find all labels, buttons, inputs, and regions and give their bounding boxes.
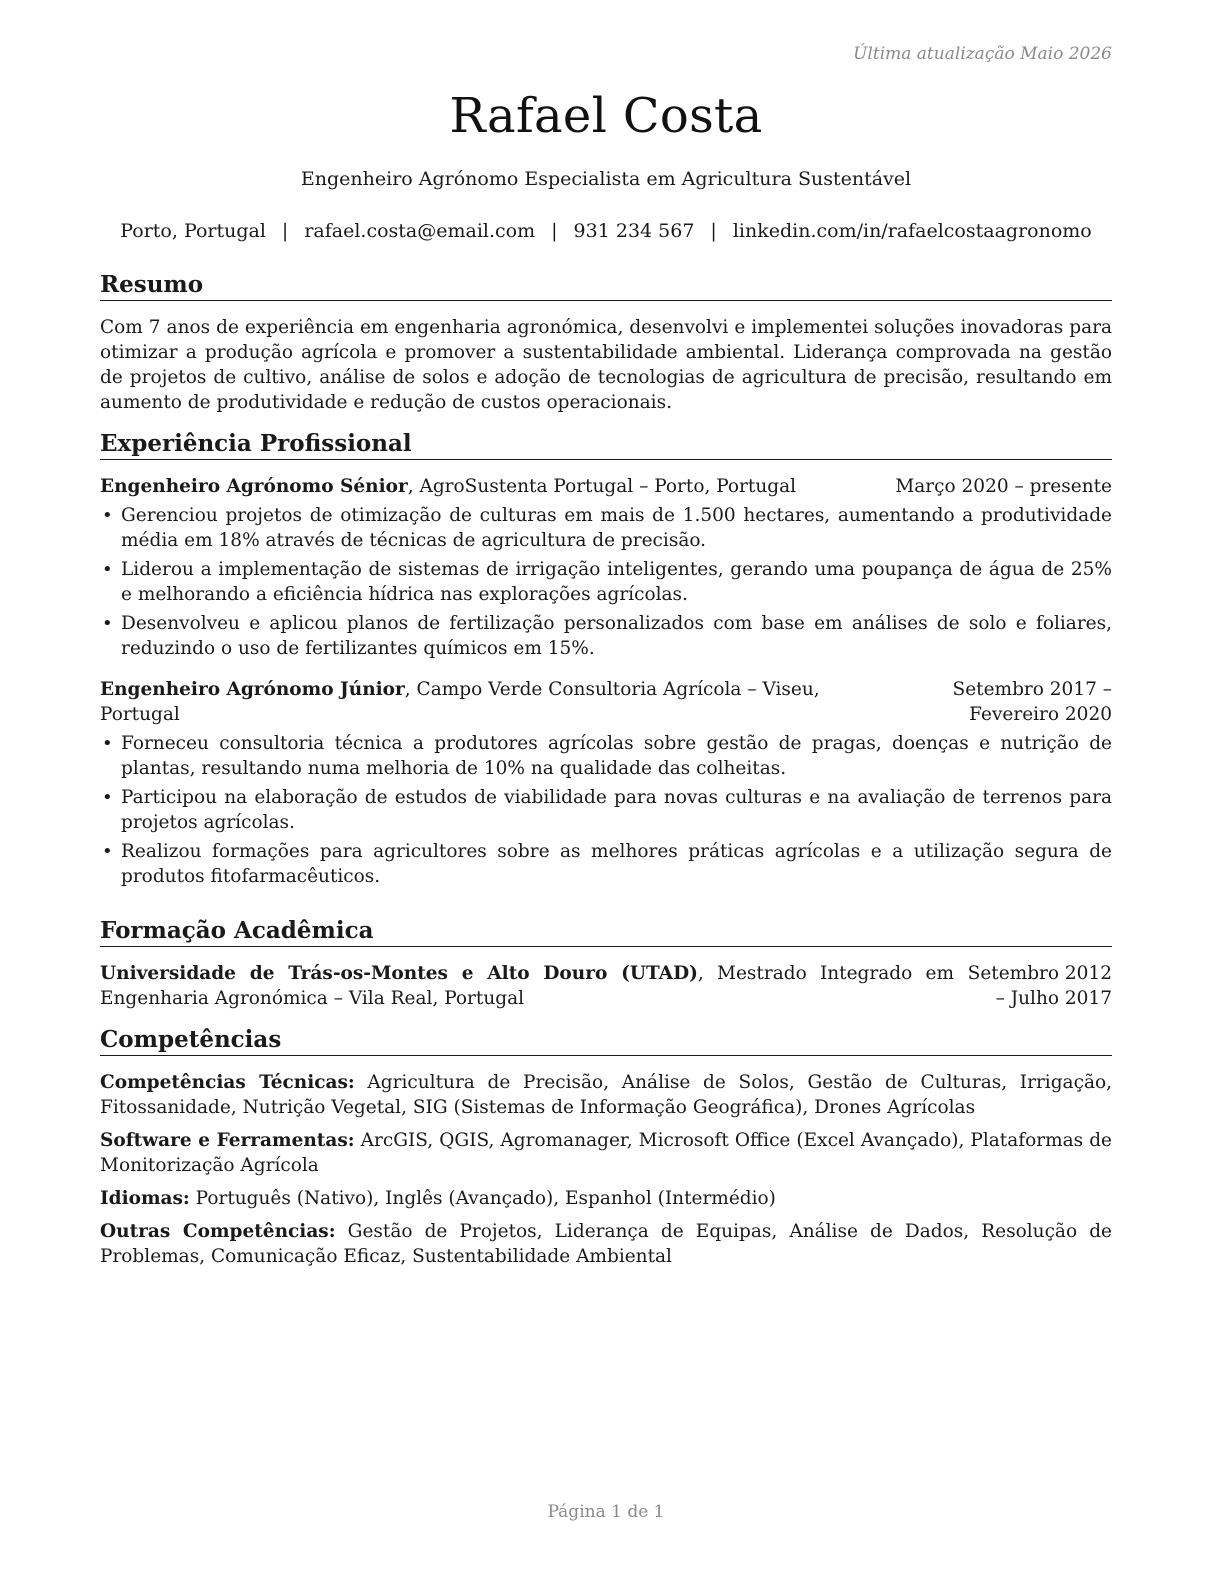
resume-page bbox=[100, 0, 1112, 1584]
skill-value: Português (Nativo), Inglês (Avançado), Espanhol (Intermédio) bbox=[189, 1188, 776, 1209]
job-bullet: • Participou na elaboração de estudos de viabilidade para novas culturas e na avaliação de terrenos para projetos agrícolas. bbox=[100, 785, 1112, 835]
skill-line bbox=[100, 1219, 1112, 1269]
page-number: Página 1 de 1 bbox=[547, 1502, 665, 1522]
job-bullet: • Realizou formações para agricultores sobre as melhores práticas agrícolas e a utilização segura de produtos fitofarmacêuticos. bbox=[100, 839, 1112, 889]
section-title: Formação Acadêmica bbox=[100, 918, 1112, 947]
job-role: Engenheiro Agrónomo Júnior bbox=[100, 679, 405, 700]
summary-section bbox=[100, 272, 1112, 415]
contact-phone: 931 234 567 bbox=[573, 220, 695, 242]
education-dates: Setembro 2012 – Julho 2017 bbox=[967, 963, 1112, 1009]
skill-line bbox=[100, 1070, 1112, 1120]
experience-section bbox=[100, 431, 1112, 893]
skill-label: Idiomas: bbox=[100, 1188, 190, 1209]
education-title-line bbox=[100, 961, 954, 1011]
contact-separator: | bbox=[710, 220, 717, 242]
job-bullet: • Gerenciou projetos de otimização de culturas em mais de 1.500 hectares, aumentando a produtividade média em 18% através de técnicas de agricultura de precisão. bbox=[100, 503, 1112, 553]
skill-label: Outras Competências: bbox=[100, 1221, 336, 1242]
job-bullets bbox=[100, 503, 1112, 661]
last-updated: Última atualização Maio 2026 bbox=[853, 44, 1112, 64]
education-details: , Mestrado Integrado em Engenharia Agronómica – Vila Real, Portugal bbox=[100, 963, 954, 1009]
job-bullets bbox=[100, 731, 1112, 889]
job-company: , AgroSustenta Portugal – Porto, Portugal bbox=[407, 476, 797, 497]
contact-email[interactable]: rafael.costa@email.com bbox=[304, 220, 536, 242]
contact-separator: | bbox=[281, 220, 289, 242]
job-title-line bbox=[100, 677, 872, 727]
skill-label: Competências Técnicas: bbox=[100, 1072, 355, 1093]
candidate-name: Rafael Costa bbox=[449, 88, 763, 144]
skill-value: ArcGIS, QGIS, Agromanager, Microsoft Office (Excel Avançado), Plataformas de Monitorização Agrícola bbox=[100, 1130, 1112, 1176]
job-company: , Campo Verde Consultoria Agrícola – Viseu, Portugal bbox=[100, 679, 820, 725]
job-role: Engenheiro Agrónomo Sénior bbox=[100, 476, 408, 497]
job-title-line bbox=[100, 474, 895, 499]
candidate-subtitle: Engenheiro Agrónomo Especialista em Agricultura Sustentável bbox=[300, 168, 912, 190]
skill-value: Agricultura de Precisão, Análise de Solos, Gestão de Culturas, Irrigação, Fitossanidade, Nutrição Vegetal, SIG (Sistemas de Informação Geográfica), Drones Agrícolas bbox=[100, 1072, 1112, 1118]
job-dates: Março 2020 – presente bbox=[895, 476, 1112, 497]
section-title: Competências bbox=[100, 1027, 1112, 1056]
job-dates: Setembro 2017 – Fevereiro 2020 bbox=[952, 679, 1112, 725]
skill-label: Software e Ferramentas: bbox=[100, 1130, 355, 1151]
skill-line bbox=[100, 1128, 1112, 1178]
job-bullet: • Forneceu consultoria técnica a produtores agrícolas sobre gestão de pragas, doenças e nutrição de plantas, resultando numa melhoria de 10% na qualidade das colheitas. bbox=[100, 731, 1112, 781]
education-institution: Universidade de Trás-os-Montes e Alto Douro (UTAD) bbox=[100, 963, 698, 984]
section-title: Resumo bbox=[100, 272, 1112, 301]
summary-text: Com 7 anos de experiência em engenharia agronómica, desenvolvi e implementei soluções inovadoras para otimizar a produção agrícola e promover a sustentabilidade ambiental. Liderança comprovada na gestão de projetos de cultivo, análise de solos e adoção de tecnologias de agricultura de precisão, resultando em aumento de produtividade e redução de custos operacionais. bbox=[100, 317, 1112, 413]
skill-line bbox=[100, 1186, 1112, 1211]
education-entry bbox=[100, 961, 1112, 1011]
skills-section bbox=[100, 1027, 1112, 1277]
contact-location: Porto, Portugal bbox=[120, 220, 266, 242]
job-header bbox=[100, 474, 1112, 499]
skill-value: Gestão de Projetos, Liderança de Equipas, Análise de Dados, Resolução de Problemas, Comunicação Eficaz, Sustentabilidade Ambiental bbox=[100, 1221, 1112, 1267]
section-title: Experiência Profissional bbox=[100, 431, 1112, 460]
contact-separator: | bbox=[551, 220, 558, 242]
job-entry bbox=[100, 677, 1112, 889]
education-section bbox=[100, 918, 1112, 1011]
job-bullet: • Desenvolveu e aplicou planos de fertilização personalizados com base em análises de solo e foliares, reduzindo o uso de fertilizantes químicos em 15%. bbox=[100, 611, 1112, 661]
contact-line bbox=[100, 220, 1112, 242]
contact-linkedin[interactable]: linkedin.com/in/rafaelcostaagronomo bbox=[732, 220, 1092, 242]
job-bullet: • Liderou a implementação de sistemas de irrigação inteligentes, gerando uma poupança de água de 25% e melhorando a eficiência hídrica nas explorações agrícolas. bbox=[100, 557, 1112, 607]
job-header bbox=[100, 677, 1112, 727]
job-entry bbox=[100, 474, 1112, 661]
